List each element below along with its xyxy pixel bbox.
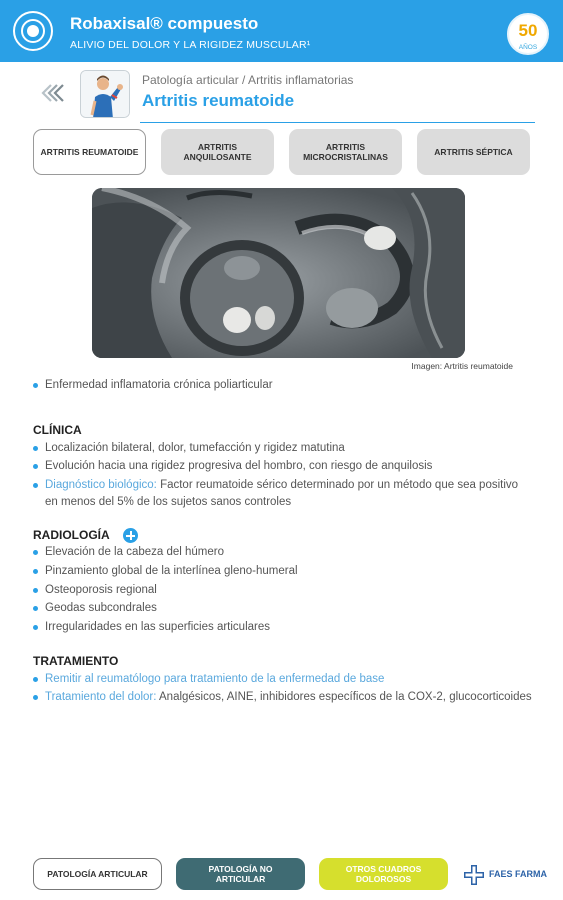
bullet-dot-icon	[33, 695, 38, 700]
bullet-dot-icon	[33, 588, 38, 593]
anniversary-badge	[507, 13, 549, 55]
page-title: Artritis reumatoide	[142, 91, 295, 110]
faes-cross-icon	[463, 864, 485, 886]
double-chevron-left-icon	[39, 82, 67, 104]
list-item: Tratamiento del dolor: Analgésicos, AINE, inhibidores específicos de la COX-2, glucocorticoides	[33, 689, 533, 706]
bullet-dot-icon	[33, 483, 38, 488]
list-item: Localización bilateral, dolor, tumefacción y rigidez matutina	[33, 440, 533, 457]
bullet-dot-icon	[33, 606, 38, 611]
faes-farma-text: FAES FARMA	[489, 869, 548, 879]
bullet-dot-icon	[33, 464, 38, 469]
patient-shoulder-pain-icon	[81, 71, 130, 118]
shoulder-mri-illustration	[92, 188, 465, 358]
list-item: Evolución hacia una rigidez progresiva del hombro, con riesgo de anquilosis	[33, 458, 533, 475]
title-divider	[140, 122, 535, 123]
app-title: Robaxisal® compuesto	[70, 14, 259, 33]
list-item: Elevación de la cabeza del húmero	[33, 544, 533, 561]
anniversary-word: AÑOS	[518, 44, 538, 51]
expand-plus-icon[interactable]	[123, 528, 138, 543]
patient-avatar	[80, 70, 130, 118]
list-item: Irregularidades en las superficies articulares	[33, 619, 533, 636]
patologia-articular-button[interactable]: PATOLOGÍA ARTICULAR	[33, 858, 162, 890]
list-item	[33, 671, 533, 688]
bullet-dot-icon	[33, 569, 38, 574]
list-item: Pinzamiento global de la interlínea gleno-humeral	[33, 563, 533, 580]
bullet-dot-icon	[33, 625, 38, 630]
diagnostico-biologico-link[interactable]: Diagnóstico biológico:	[45, 479, 157, 491]
image-caption: Imagen: Artritis reumatoide	[411, 361, 513, 371]
bullet-dot-icon	[33, 677, 38, 682]
tab-artritis-septica[interactable]: ARTRITIS SÉPTICA	[417, 129, 530, 175]
anniversary-number: 50	[518, 21, 538, 40]
list-item: Diagnóstico biológico: Factor reumatoide sérico determinado por un método que sea positivo en menos del 5% de los sujetos sanos controles	[33, 477, 533, 511]
list-item: Enfermedad inflamatoria crónica poliarticular	[33, 377, 533, 394]
tab-artritis-microcristalinas[interactable]: ARTRITIS MICROCRISTALINAS	[289, 129, 402, 175]
patologia-no-articular-button[interactable]: PATOLOGÍA NO ARTICULAR	[176, 858, 305, 890]
back-button[interactable]	[39, 82, 67, 104]
list-item: Osteoporosis regional	[33, 582, 533, 599]
robaxisal-logo-icon	[13, 11, 53, 51]
otros-cuadros-dolorosos-button[interactable]: OTROS CUADROS DOLOROSOS	[319, 858, 448, 890]
tab-artritis-reumatoide[interactable]: ARTRITIS REUMATOIDE	[33, 129, 146, 175]
section-heading-radiologia: RADIOLOGÍA	[33, 528, 110, 542]
bullet-dot-icon	[33, 446, 38, 451]
faes-farma-logo	[463, 864, 553, 886]
list-item: Geodas subcondrales	[33, 600, 533, 617]
tab-artritis-anquilosante[interactable]: ARTRITIS ANQUILOSANTE	[161, 129, 274, 175]
mri-image	[92, 188, 465, 358]
app-header	[0, 0, 563, 62]
app-subtitle: ALIVIO DEL DOLOR Y LA RIGIDEZ MUSCULAR¹	[70, 39, 311, 51]
remitir-reumatologo-link[interactable]: Remitir al reumatólogo para tratamiento de la enfermedad de base	[45, 673, 385, 685]
bullet-dot-icon	[33, 383, 38, 388]
breadcrumb: Patología articular / Artritis inflamatorias	[142, 73, 354, 87]
section-heading-tratamiento: TRATAMIENTO	[33, 654, 119, 668]
section-heading-clinica: CLÍNICA	[33, 423, 82, 437]
tratamiento-dolor-link[interactable]: Tratamiento del dolor:	[45, 691, 157, 703]
bullet-dot-icon	[33, 550, 38, 555]
